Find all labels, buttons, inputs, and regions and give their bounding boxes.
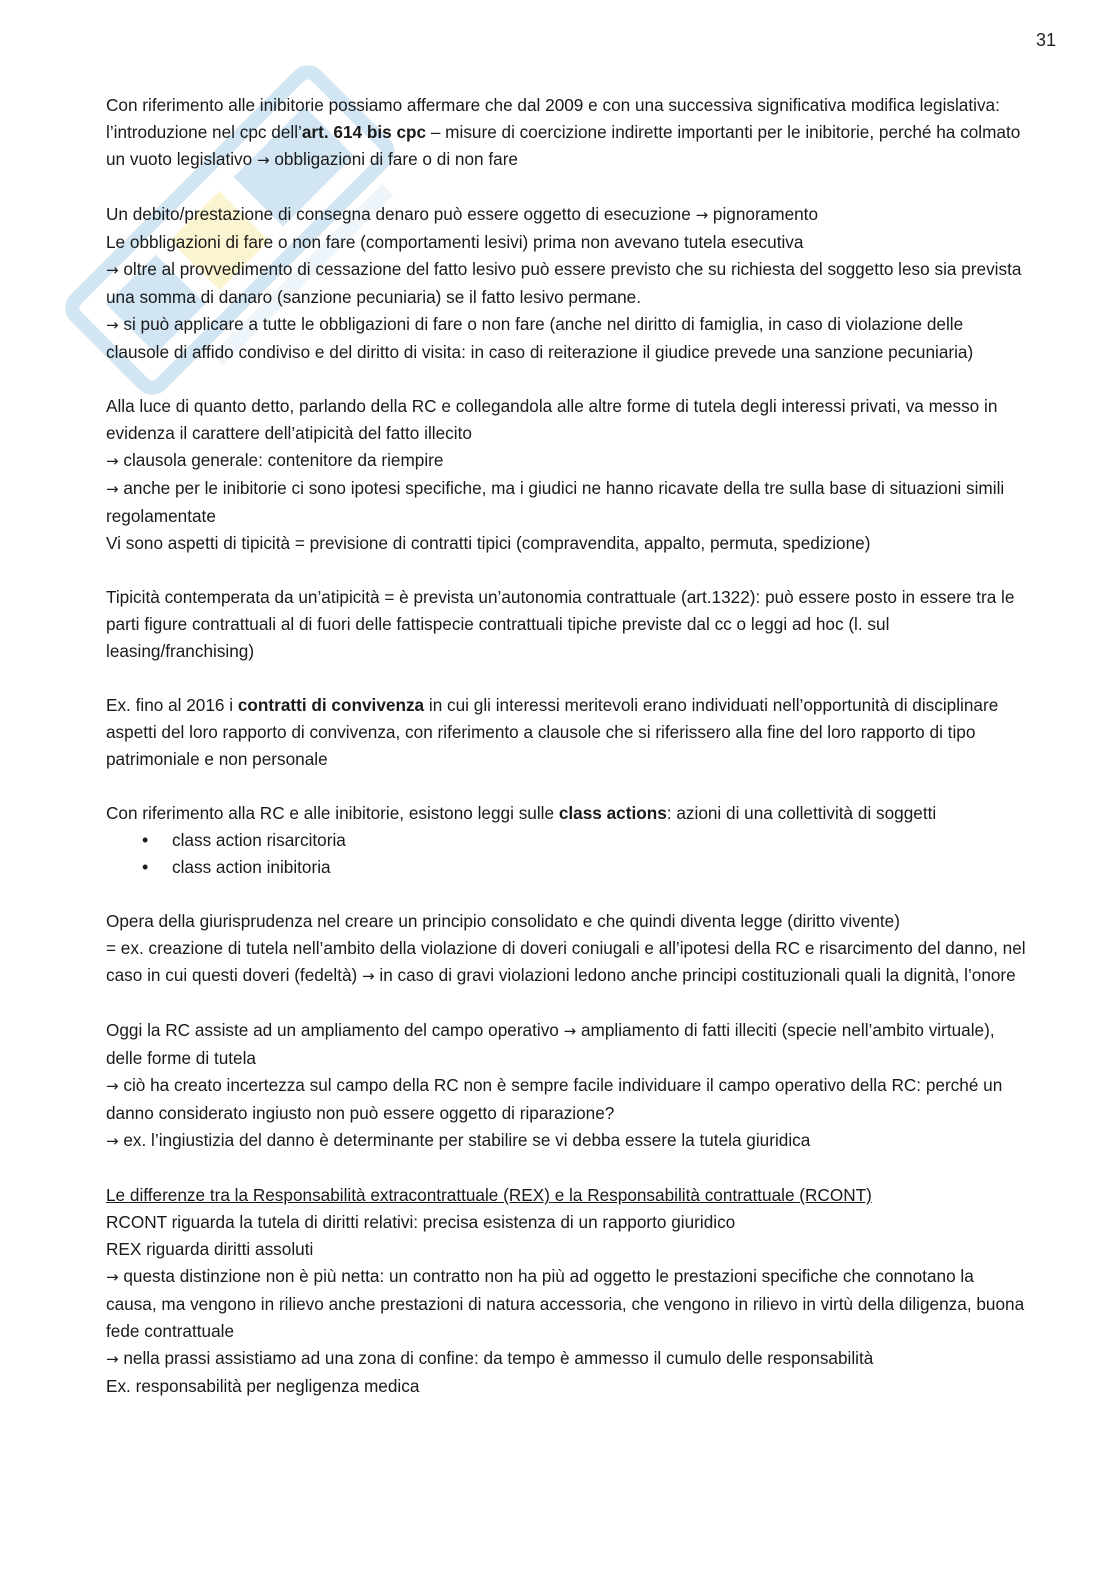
paragraph-atipicita (106, 393, 1026, 557)
text-line (106, 1127, 1026, 1155)
bold-text: contratti di convivenza (237, 695, 425, 715)
text: ciò ha creato incertezza sul campo della RC non è sempre facile individuare il campo operativo della RC: perché un danno considerato ingiusto non può essere oggetto di riparazione? (106, 1075, 1003, 1123)
arrow-icon: → (106, 1132, 119, 1150)
arrow-icon: → (106, 316, 119, 334)
bullet-list (106, 827, 1026, 881)
list-item: • class action inibitoria (142, 854, 1026, 881)
text-line (106, 800, 1026, 827)
text: ex. l’ingiustizia del danno è determinante per stabilire se vi debba essere la tutela giuridica (118, 1130, 811, 1150)
arrow-icon: → (256, 151, 270, 169)
arrow-icon: → (563, 1022, 577, 1040)
paragraph-giurisprudenza (106, 908, 1026, 990)
text-line: RCONT riguarda la tutela di diritti relativi: precisa esistenza di un rapporto giuridico (106, 1212, 736, 1232)
arrow-icon: → (695, 206, 709, 224)
text: – misure di coercizione indirette importanti per le inibitorie, perché ha colmato un vuoto legislativo (106, 122, 1021, 169)
paragraph-tipicita: Tipicità contemperata da un’atipicità = è prevista un’autonomia contrattuale (art.1322): può essere posto in essere tra le parti figure contrattuali al di fuori delle fattispecie contrattuali tipiche previste dal cc o leggi ad hoc (l. sul leasing/franchising) (106, 587, 1015, 661)
arrow-icon: → (106, 1077, 119, 1095)
text: pignoramento (708, 204, 819, 224)
text-line: Ex. responsabilità per negligenza medica (106, 1376, 420, 1396)
text: ampliamento di fatti illeciti (specie nell’ambito virtuale), delle forme di tutela (106, 1020, 995, 1068)
text-line (106, 1017, 1026, 1072)
text: in caso di gravi violazioni ledono anche principi costituzionali quali la dignità, l’onore (374, 965, 1016, 985)
text-line (106, 1263, 1026, 1345)
text-line: Vi sono aspetti di tipicità = previsione di contratti tipici (compravendita, appalto, permuta, spedizione) (106, 533, 871, 553)
arrow-icon: → (106, 452, 119, 470)
text: Oggi la RC assiste ad un ampliamento del campo operativo (106, 1020, 564, 1040)
text: Ex. fino al 2016 i (106, 695, 238, 715)
text: : azioni di una collettività di soggetti (666, 803, 937, 823)
text: obbligazioni di fare o di non fare (269, 149, 518, 169)
text-line (106, 475, 1026, 530)
bold-text: class actions (558, 803, 667, 823)
paragraph-esecuzione (106, 201, 1026, 366)
text-line: Opera della giurisprudenza nel creare un principio consolidato e che quindi diventa legge (diritto vivente) (106, 911, 900, 931)
text: si può applicare a tutte le obbligazioni di fare o non fare (anche nel diritto di famiglia, in caso di violazione delle clausole di affido condiviso e del diritto di visita: in caso di reiterazione il giudice prevede una sanzione pecuniaria) (106, 314, 974, 362)
page-number: 31 (1035, 30, 1056, 50)
text-line (106, 447, 1026, 475)
text-line: Le obbligazioni di fare o non fare (comportamenti lesivi) prima non avevano tutela esecutiva (106, 232, 804, 252)
arrow-icon: → (106, 261, 119, 279)
paragraph-differenze (106, 1182, 1026, 1400)
text: in cui gli interessi meritevoli erano individuati nell’opportunità di disciplinare aspetti del loro rapporto di convivenza, con riferimento a clausole che si riferissero alla fine del loro rapporto di tipo patrimoniale e non personale (106, 695, 999, 769)
paragraph-inibitorie (106, 92, 1026, 174)
text: = ex. creazione di tutela nell’ambito della violazione di doveri coniugali e all’ipotesi della RC e risarcimento del danno, nel caso in cui questi doveri (fedeltà) (106, 938, 1026, 985)
text-line (106, 311, 1026, 366)
arrow-icon: → (106, 1268, 119, 1286)
text: oltre al provvedimento di cessazione del fatto lesivo può essere previsto che su richiesta del soggetto leso sia prevista una somma di danaro (sanzione pecuniaria) se il fatto lesivo permane. (106, 259, 1022, 307)
text-line (106, 1072, 1026, 1127)
text: anche per le inibitorie ci sono ipotesi specifiche, ma i giudici ne hanno ricavate della tre sulla base di situazioni simili regolamentate (106, 478, 1005, 526)
arrow-icon: → (106, 480, 119, 498)
text: Un debito/prestazione di consegna denaro può essere oggetto di esecuzione (106, 204, 696, 224)
section-heading: Le differenze tra la Responsabilità extracontrattuale (REX) e la Responsabilità contrattuale (RCONT) (106, 1185, 872, 1205)
bold-text: art. 614 bis cpc (301, 122, 427, 142)
paragraph-class-actions (106, 800, 1026, 881)
paragraph-convivenza (106, 692, 1026, 773)
list-item: • class action risarcitoria (142, 827, 1026, 854)
text-line (106, 1345, 1026, 1373)
text-line (106, 201, 1026, 229)
document-body (106, 92, 1026, 1427)
paragraph-ampliamento (106, 1017, 1026, 1155)
text: Con riferimento alle inibitorie possiamo affermare che dal 2009 e con una successiva significativa modifica legislativa: l’introduzione nel cpc dell’ (106, 95, 1000, 142)
text: Con riferimento alla RC e alle inibitorie, esistono leggi sulle (106, 803, 559, 823)
arrow-icon: → (362, 967, 375, 985)
text-line (106, 256, 1026, 311)
text: clausola generale: contenitore da riempire (118, 450, 444, 470)
text-line: REX riguarda diritti assoluti (106, 1239, 314, 1259)
text: questa distinzione non è più netta: un contratto non ha più ad oggetto le prestazioni specifiche che connotano la causa, ma vengono in rilievo anche prestazioni di natura accessoria, che vengono in rilievo in virtù della diligenza, buona fede contrattuale (106, 1266, 1025, 1341)
text: nella prassi assistiamo ad una zona di confine: da tempo è ammesso il cumulo delle responsabilità (118, 1348, 874, 1368)
arrow-icon: → (106, 1350, 119, 1368)
text-line (106, 935, 1026, 990)
text-line: Alla luce di quanto detto, parlando della RC e collegandola alle altre forme di tutela degli interessi privati, va messo in evidenza il carattere dell’atipicità del fatto illecito (106, 396, 998, 443)
